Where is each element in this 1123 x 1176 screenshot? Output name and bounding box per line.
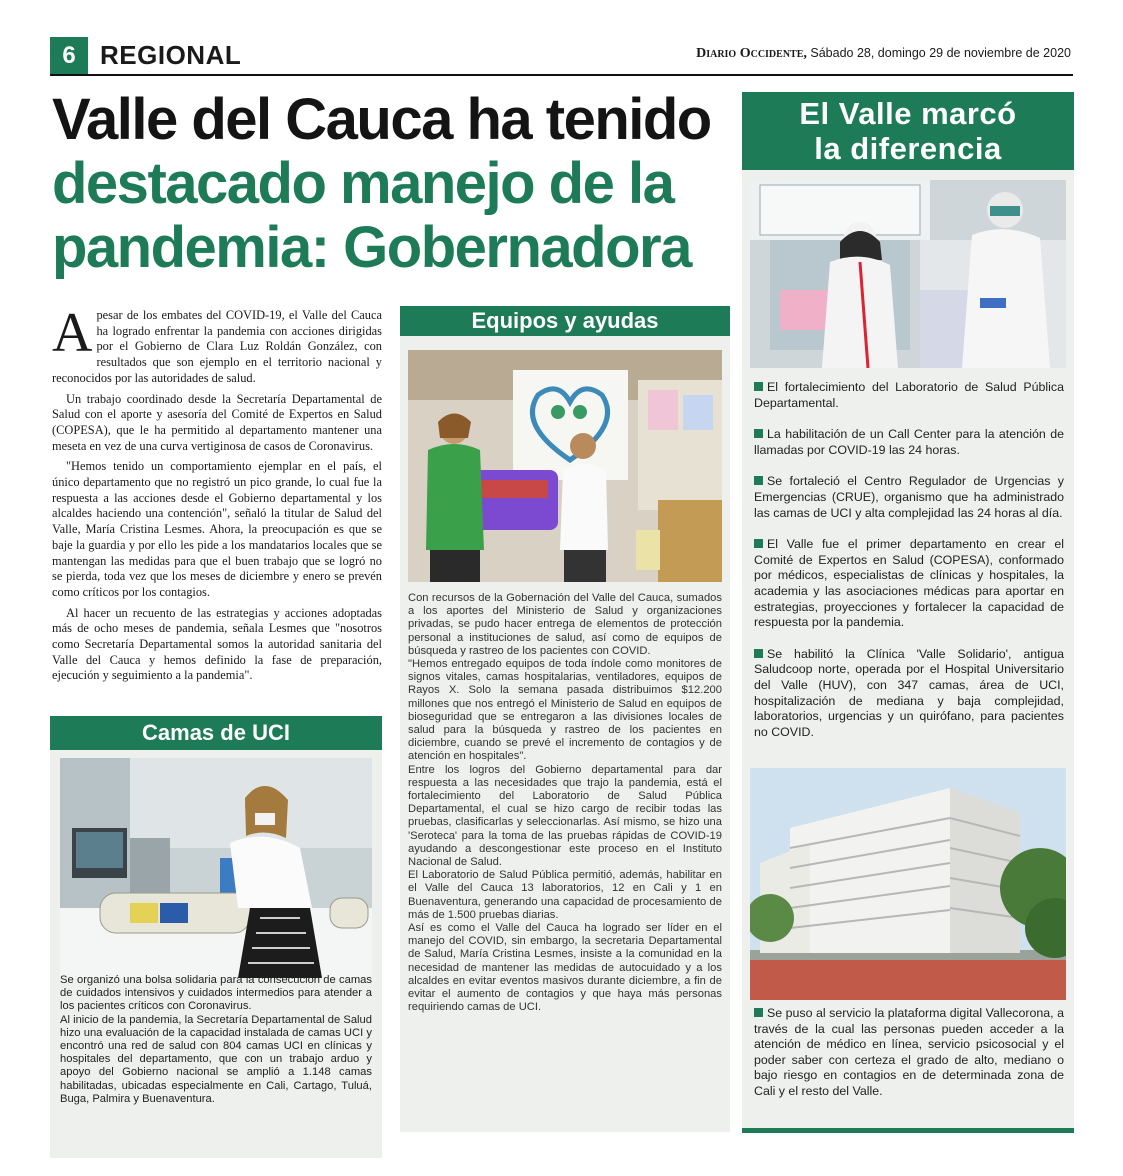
photo-equipment-donation [408, 350, 722, 582]
headline [52, 88, 732, 280]
square-bullet-icon [754, 539, 763, 548]
bullet-item: El Valle fue el primer departamento en crear el Comité de Expertos en Salud (COPESA), conformado por médicos, especialistas de clínicas y hospitales, la academia y las asociaciones médicas para aportar en estrategias, proyecciones y fortalecer la capacidad de respuesta por la pandemia. [754, 537, 1064, 630]
valle-bullets-bottom [754, 1006, 1064, 1116]
headline-line-2: destacado manejo de la [52, 151, 674, 216]
uci-box [50, 716, 382, 1158]
newspaper-name: Diario Occidente, [696, 46, 807, 61]
icu-bed-photo-illustration [60, 758, 372, 978]
header-rule [50, 74, 1073, 76]
valle-box-title [742, 92, 1074, 170]
equipment-box [400, 306, 730, 1132]
article-paragraph: "Hemos tenido un comportamiento ejemplar en el país, el único departamento que no registró un pico grande, lo cual fue la respuesta a las acciones desde el Gobierno departamental y los alcaldes haciendo una contención", señaló la titular de Salud del Valle, María Cristina Lesmes. Ahora, la preocupación es que se baje la guardia y por ello les pide a los mandatarios locales que se mantengan las medidas para que el buen trabajo que se logró no se pierda, toda vez que los meses de diciembre y enero se prevén como críticos por los contagios. [52, 459, 382, 599]
bullet-item: La habilitación de un Call Center para la atención de llamadas por COVID-19 las 24 horas. [754, 427, 1064, 457]
photo-laboratory [750, 180, 1066, 368]
square-bullet-icon [754, 429, 763, 438]
clinic-photo-illustration [750, 768, 1066, 1000]
article-paragraph: Al hacer un recuento de las estrategias y acciones adoptadas más de ocho meses de pandemia, señala Lesmes que "nosotros como Secretaría Departamental somos la autoridad sanitaria del Valle del Cauca y hemos definido la fase de preparación, ejecución y seguimiento a la pandemia". [52, 605, 382, 683]
issue-date: Sábado 28, domingo 29 de noviembre de 2020 [810, 46, 1071, 60]
valle-box [742, 92, 1074, 1128]
page-number: 6 [50, 37, 88, 75]
bullet-item: Se habilitó la Clínica 'Valle Solidario', antigua Saludcoop norte, operada por el Hospital Universitario del Valle (HUV), con 347 camas, área de UCI, hospitalización de mediana y baja complejidad, laboratorios, urgencias y un quirófano, para pacientes no COVID. [754, 646, 1064, 739]
photo-governor-icu-bed [60, 758, 372, 978]
drop-cap: A [52, 302, 93, 364]
valle-title-line-2: la diferencia [814, 131, 1002, 166]
headline-line-1: Valle del Cauca ha tenido [52, 87, 711, 152]
square-bullet-icon [754, 382, 763, 391]
square-bullet-icon [754, 1008, 763, 1017]
valle-title-line-1: El Valle marcó [799, 96, 1017, 131]
equipment-box-title: Equipos y ayudas [400, 306, 730, 336]
newspaper-dateline [696, 46, 1071, 62]
section-title: REGIONAL [100, 40, 242, 70]
headline-line-3: pandemia: Gobernadora [52, 215, 691, 280]
photo-clinic-building [750, 768, 1066, 1000]
square-bullet-icon [754, 476, 763, 485]
laboratory-photo-illustration [750, 180, 1066, 368]
equipment-box-text: Con recursos de la Gobernación del Valle del Cauca, sumados a los aportes del Ministerio de Salud y organizaciones privadas, se pudo hacer entrega de elementos de protección personal a instituciones de salud, así como de equipos de búsqueda y rastreo de los pacientes con COVID. "Hemos entregado equipos de toda índole como monitores de signos vitales, camas hospitalarias, ventiladores, equipos de Rayos X. Solo la semana pasada distribuimos $12.200 millones que nos entregó el Ministerio de Salud en equipos de bioseguridad que se entregaron a las divisiones locales de salud para la búsqueda y rastreo de los pacientes en diciembre, cuando se prevé el incremento de contagios y de atención en hospitales". Entre los logros del Gobierno departamental para dar respuesta a las necesidades que trajo la pandemia, está el fortalecimiento del Laboratorio de Salud Pública Departamental, el cual se hizo cargo de recibir todas las pruebas, clasificarlas y seleccionarlas. Así mismo, se hizo una 'Seroteca' para la toma de las pruebas rápidas de COVID-19 ayudando a descongestionar este proceso en el Instituto Nacional de Salud. El Laboratorio de Salud Pública permitió, además, habilitar en el Valle del Cauca 13 laboratorios, 12 en Cali y 1 en Buenaventura, generando una capacidad de procesamiento de más de 1.500 pruebas diarias. Así es como el Valle del Cauca ha logrado ser líder en el manejo del COVID, sin embargo, la secretaria Departamental de Salud, María Cristina Lesmes, insiste a la comunidad en la necesidad de mantener las medidas de autocuidado y a los alcaldes en evitar eventos masivos durante diciembre, a fin de evitar el aumento de contagios y que haya más personas requiriendo camas de UCI. [408, 592, 722, 1014]
bullet-item: Se fortaleció el Centro Regulador de Urgencias y Emergencias (CRUE), organismo que ha administrado las camas de UCI y alta complejidad las 24 horas al día. [754, 474, 1064, 520]
valle-bullets-top [754, 380, 1064, 756]
square-bullet-icon [754, 649, 763, 658]
article-paragraph: Apesar de los embates del COVID-19, el Valle del Cauca ha logrado enfrentar la pandemia con acciones dirigidas por el Gobierno de Clara Luz Roldán González, con resultados que son ejemplo en el territorio nacional y reconocidos por las autoridades de salud. [52, 302, 382, 385]
uci-box-text: Se organizó una bolsa solidaria para la consecución de camas de cuidados intensivos y cuidados intermedios para atender a los pacientes críticos con Coronavirus. Al inicio de la pandemia, la Secretaría Departamental de Salud hizo una evaluación de la capacidad instalada de camas UCI y encontró una red de salud con 804 camas UCI en clínicas y hospitales del departamento, que con un trabajo arduo y apoyo del Gobierno nacional se amplió a 1.148 camas habilitadas, ubicadas especialmente en Cali, Cartago, Tuluá, Buga, Palmira y Buenaventura. [60, 974, 372, 1105]
bottom-rule [742, 1128, 1074, 1133]
article-paragraph: Un trabajo coordinado desde la Secretaría Departamental de Salud con el aporte y asesoría del Comité de Expertos en Salud (COPESA), que le ha permitido al departamento mantener una meseta en vez de una curva vertiginosa de casos de Coronavirus. [52, 391, 382, 453]
bullet-item: Se puso al servicio la plataforma digital Vallecorona, a través de la cual las personas pueden acceder a la atención de médico en línea, servicio psicosocial y el poder saber con certeza el grado de alto, mediano o bajo riesgo en contagios en de determinada zona de Cali y el resto del Valle. [754, 1006, 1064, 1098]
uci-box-title: Camas de UCI [50, 716, 382, 750]
bullet-item: El fortalecimiento del Laboratorio de Salud Pública Departamental. [754, 380, 1064, 410]
donation-photo-illustration [408, 350, 722, 582]
main-article [52, 302, 382, 689]
